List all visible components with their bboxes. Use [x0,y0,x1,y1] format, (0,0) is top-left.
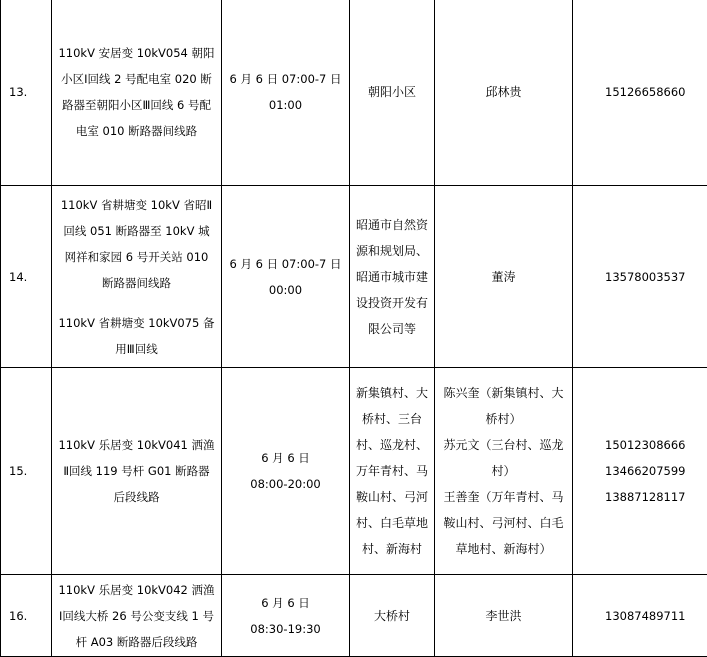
table-row [1,0,707,186]
table-row [1,186,707,368]
affected-area: 朝阳小区 [350,0,435,186]
contact-phone-item: 15012308666 [605,432,707,458]
outage-time [222,368,350,575]
outage-date: 6 月 6 日 [228,445,343,471]
contact-phone: 13087489711 [573,575,707,657]
table-row [1,368,707,575]
contact-phone [573,368,707,575]
row-number: 16. [1,575,52,657]
row-number: 13. [1,0,52,186]
contact-person-item: 苏元文（三台村、巡龙村） [441,432,566,484]
spacer [58,296,215,310]
contact-person: 邱林贵 [435,0,573,186]
contact-phone: 15126658660 [573,0,707,186]
line-section: 110kV 乐居变 10kV042 洒渔Ⅰ回线大桥 26 号公变支线 1 号杆 A03 断路器后段线路 [52,575,222,657]
line-section: 110kV 乐居变 10kV041 洒渔Ⅱ回线 119 号杆 G01 断路器后段线路 [52,368,222,575]
contact-phone-item: 13887128117 [605,484,707,510]
row-number: 14. [1,186,52,368]
contact-person-item: 王善奎（万年青村、马鞍山村、弓河村、白毛草地村、新海村） [441,484,566,562]
line-section-part: 110kV 省耕塘变 10kV 省昭Ⅱ回线 051 断路器至 10kV 城网祥和家园 6 号开关站 010 断路器间线路 [58,192,215,296]
contact-person [435,368,573,575]
contact-person: 董涛 [435,186,573,368]
contact-phone: 13578003537 [573,186,707,368]
affected-area: 昭通市自然资源和规划局、昭通市城市建设投资开发有限公司等 [350,186,435,368]
line-section [52,186,222,368]
affected-area: 大桥村 [350,575,435,657]
outage-hours: 08:30-19:30 [228,616,343,642]
outage-time [222,575,350,657]
line-section: 110kV 安居变 10kV054 朝阳小区Ⅰ回线 2 号配电室 020 断路器至朝阳小区Ⅲ回线 6 号配电室 010 断路器间线路 [52,0,222,186]
line-section-part: 110kV 省耕塘变 10kV075 备用Ⅲ回线 [58,310,215,362]
contact-person: 李世洪 [435,575,573,657]
row-number: 15. [1,368,52,575]
table-row [1,575,707,657]
contact-person-item: 陈兴奎（新集镇村、大桥村） [441,380,566,432]
outage-time: 6 月 6 日 07:00-7 日 01:00 [222,0,350,186]
affected-area: 新集镇村、大桥村、三台村、巡龙村、万年青村、马鞍山村、弓河村、白毛草地村、新海村 [350,368,435,575]
contact-phone-item: 13466207599 [605,458,707,484]
outage-hours: 08:00-20:00 [228,471,343,497]
outage-time: 6 月 6 日 07:00-7 日 00:00 [222,186,350,368]
outage-date: 6 月 6 日 [228,590,343,616]
